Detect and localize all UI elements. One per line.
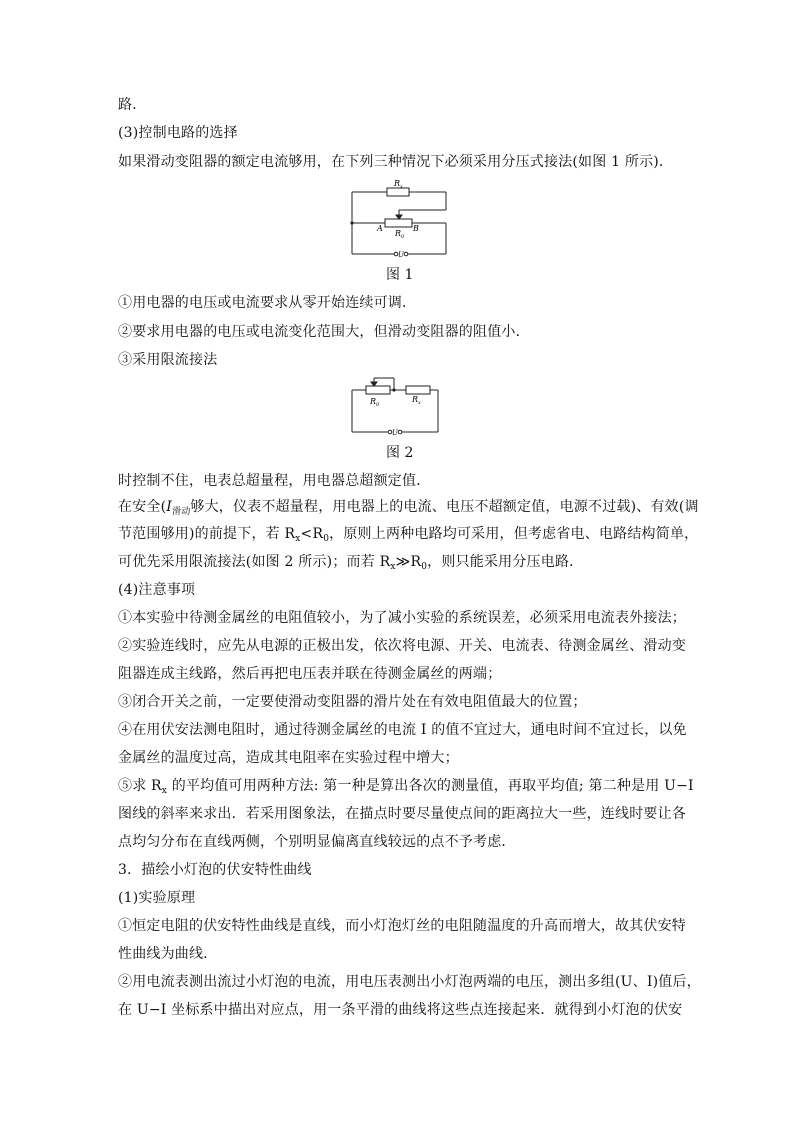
paragraph-line: ③闭合开关之前，一定要使滑动变阻器的滑片处在有效电阻值最大的位置； xyxy=(118,694,587,710)
paragraph-line: ②实验连线时，应先从电源的正极出发，依次将电源、开关、电流表、待测金属丝、滑动变 xyxy=(118,638,686,654)
paragraph-line: 性曲线为曲线． xyxy=(118,946,218,962)
voltage-u-label: U xyxy=(398,251,404,259)
paragraph-line: ②要求用电器的电压或电流变化范围大，但滑动变阻器的阻值小． xyxy=(118,324,530,340)
paragraph-line: ①本实验中待测金属丝的电阻值较小，为了减小实验的系统误差，必须采用电流表外接法； xyxy=(118,610,686,626)
paragraph-line: 路． xyxy=(118,97,147,113)
paragraph-line: ④在用伏安法测电阻时，通过待测金属丝的电流 I 的值不宜过大，通电时间不宜过长，以免 xyxy=(118,722,687,738)
circuit-figure-1 xyxy=(340,176,460,262)
paragraph-line: 时控制不住，电表总超量程，用电器总超额定值． xyxy=(118,473,431,489)
r0-label: $R_0$ xyxy=(395,229,405,240)
paragraph-line: 节范围够用)的前提下，若 $R_x<R_0$，原则上两种电路均可采用，但考虑省电、电路结构简单， xyxy=(118,526,699,544)
paragraph-line: 在 U−I 坐标系中描出对应点，用一条平滑的曲线将这些点连接起来．就得到小灯泡的伏安 xyxy=(118,1002,683,1018)
paragraph-line: 在安全($I_{滑动}$够大，仪表不超量程，用电器上的电流、电压不超额定值，电源不过载)、有效(调 xyxy=(118,499,699,517)
r0-label: $R_0$ xyxy=(370,397,380,408)
circuit-figure-2 xyxy=(344,368,444,440)
figure-2-caption: 图 2 xyxy=(386,445,414,461)
voltage-u-label: U xyxy=(392,429,398,437)
paragraph-line: 如果滑动变阻器的额定电流够用，在下列三种情况下必须采用分压式接法(如图 1 所示)． xyxy=(118,154,674,170)
paragraph-line: 点均匀分布在直线两侧，个别明显偏离直线较远的点不予考虑． xyxy=(118,834,516,850)
paragraph-line: ①恒定电阻的伏安特性曲线是直线，而小灯泡灯丝的电阻随温度的升高而增大，故其伏安特 xyxy=(118,918,686,934)
terminal-b-label: B xyxy=(413,224,419,233)
figure-1-caption: 图 1 xyxy=(386,267,414,283)
section-heading: 3．描绘小灯泡的伏安特性曲线 xyxy=(118,862,312,878)
paragraph-line: ①用电器的电压或电流要求从零开始连续可调． xyxy=(118,295,417,311)
section-heading: (4)注意事项 xyxy=(118,582,196,598)
terminal-a-label: A xyxy=(377,224,383,233)
paragraph-line: 图线的斜率来求出．若采用图象法，在描点时要尽量使点间的距离拉大一些，连线时要让各 xyxy=(118,806,686,822)
paragraph-line: ③采用限流接法 xyxy=(118,352,218,368)
rx-label: $R_x$ xyxy=(412,395,421,406)
paragraph-line: 阻器连成主线路，然后再把电压表并联在待测金属丝的两端； xyxy=(118,666,502,682)
paragraph-line: 金属丝的温度过高，造成其电阻率在实验过程中增大； xyxy=(118,750,459,766)
paragraph-line: 可优先采用限流接法(如图 2 所示)；而若 $R_x≫R_0$，则只能采用分压电路． xyxy=(118,554,584,572)
section-heading: (1)实验原理 xyxy=(118,890,196,906)
rx-label: $R_x$ xyxy=(394,179,403,190)
paragraph-line: ⑤求 $R_x$ 的平均值可用两种方法: 第一种是算出各次的测量值，再取平均值; 第二种是用 U−I xyxy=(118,778,694,796)
paragraph-line: ②用电流表测出流过小灯泡的电流，用电压表测出小灯泡两端的电压，测出多组(U、I)值后， xyxy=(118,974,701,990)
section-heading: (3)控制电路的选择 xyxy=(118,125,238,141)
